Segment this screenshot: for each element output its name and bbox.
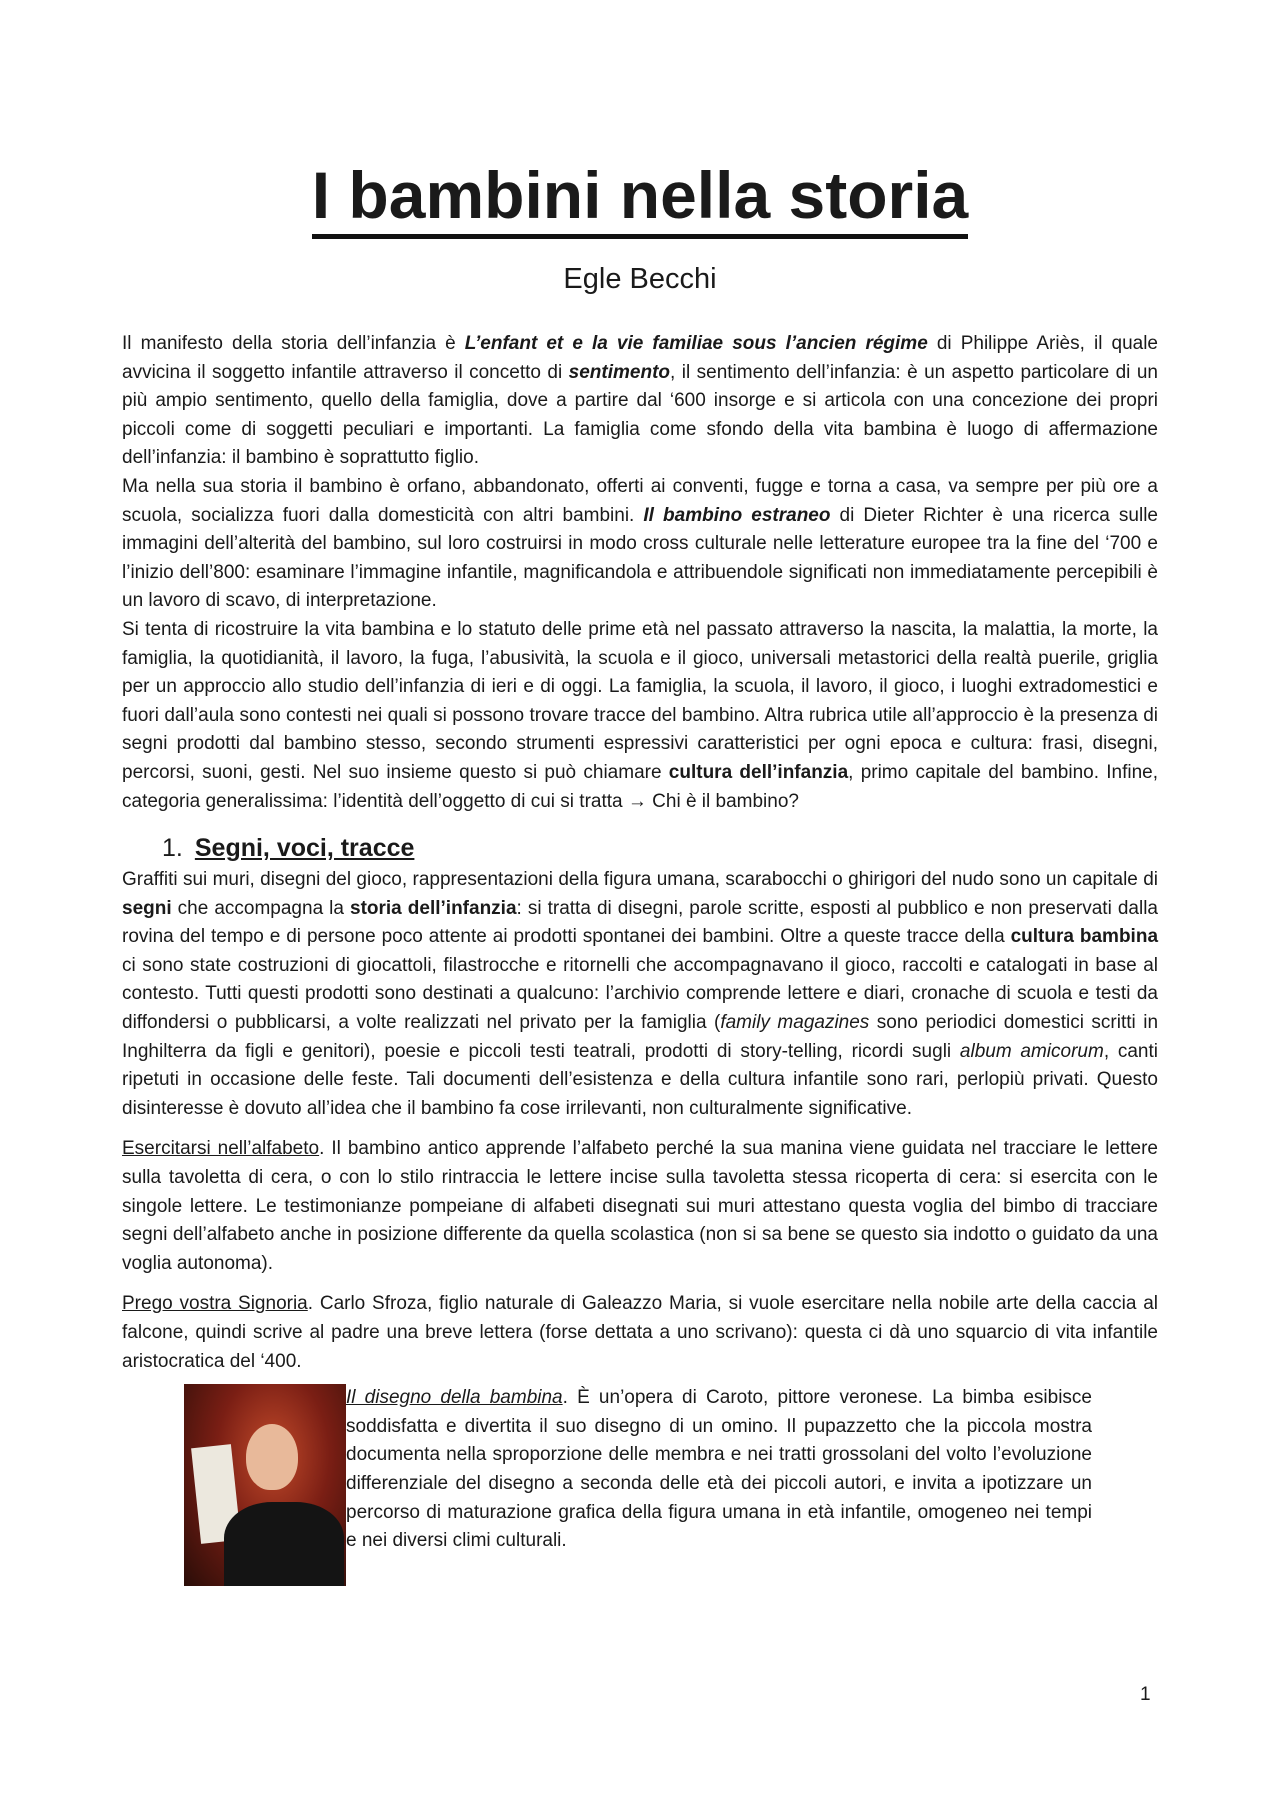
arrow-right-icon: →: [627, 790, 647, 812]
book-title-richter: Il bambino estraneo: [643, 504, 831, 526]
section1-paragraph-2: Esercitarsi nell’alfabeto. Il bambino antico apprende l’alfabeto perché la sua manina viene guidata nel tracciare le lettere sulla tavoletta di cera, o con lo stilo rintraccia le lettere incise sulla tavoletta stessa ricoperta di cera: si esercita con le singole lettere. Le testimonianze pompeiane di alfabeti disegnati sui muri attestano questa voglia del bimbo di tracciare segni dell’alfabeto anche in posizione differente da quella scolastica (non si sa bene se questo sia indotto o guidato da una voglia autonoma).: [122, 1138, 1159, 1274]
section-heading-1: 1. Segni, voci, tracce: [162, 834, 415, 863]
figure-row: [122, 1384, 1158, 1586]
term-cultura-infanzia: cultura dell’infanzia: [668, 761, 849, 783]
page-title: I bambini nella storia: [0, 158, 1280, 234]
subheading-alfabeto: Esercitarsi nell’alfabeto: [122, 1138, 320, 1160]
figure-caption-paragraph: Il disegno della bambina. È un’opera di Caroto, pittore veronese. La bimba esibisce soddisfatta e divertita il suo disegno di un omino. Il pupazzetto che la piccola mostra documenta nella sproporzione delle membra e nei tratti grossolani del volto l’evoluzione differenziale del disegno a seconda delle età dei piccoli autori, e invita a ipotizzare un percorso di maturazione grafica della figura umana in età infantile, omogeneo nei tempi e nei diversi climi culturali.: [346, 1387, 1093, 1552]
section1-paragraph-1: Graffiti sui muri, disegni del gioco, rappresentazioni della figura umana, scarabocchi o ghirigori del nudo sono un capitale di segni che accompagna la storia dell’infanzia: si tratta di disegni, parole scritte, esposti al pubblico e non preservati dalla rovina del tempo e di persone poco attente ai prodotti spontanei dei bambini. Oltre a queste tracce della cultura bambina ci sono state costruzioni di giocattoli, filastrocche e ritornelli che accompagnavano il gioco, raccolti e catalogati in base al contesto. Tutti questi prodotti sono destinati a qualcuno: l’archivio comprende lettere e diari, cronache di scuola e testi da diffondersi o pubblicarsi, a volte realizzati nel privato per la famiglia (family magazines sono periodici domestici scritti in Inghilterra da figli e genitori), poesie e piccoli testi teatrali, prodotti di story-telling, ricordi sugli album amicorum, canti ripetuti in occasione delle feste. Tali documenti dell’esistenza e della cultura infantile sono rari, perlopiù privati. Questo disinteresse è dovuto all’idea che il bambino fa cose irrilevanti, non culturalmente significative.: [122, 869, 1159, 1119]
term-sentimento: sentimento: [568, 361, 671, 383]
intro-paragraph-3: Si tenta di ricostruire la vita bambina e lo statuto delle prime età nel passato attraverso la nascita, la malattia, la morte, la famiglia, la quotidianità, il lavoro, la fuga, l’abusività, la scuola e il gioco, universali metastorici della realtà puerile, griglia per un approccio allo studio dell’infanzia di ieri e di oggi. La famiglia, la scuola, il lavoro, il gioco, i luoghi extradomestici e fuori dall’aula sono contesti nei quali si possono trovare tracce del bambino. Altra rubrica utile all’approccio è la presenza di segni prodotti dal bambino stesso, secondo strumenti espressivi caratteristici per ogni epoca e cultura: frasi, disegni, percorsi, suoni, gesti. Nel suo insieme questo si può chiamare cultura dell’infanzia, primo capitale del bambino. Infine, categoria generalissima: l’identità dell’oggetto di cui si tratta → Chi è il bambino?: [122, 618, 1159, 812]
book-title-aries: L’enfant et e la vie familiae sous l’ancien régime: [464, 333, 928, 354]
page-number: 1: [1140, 1684, 1151, 1705]
section1-paragraph-3: Prego vostra Signoria. Carlo Sfroza, figlio naturale di Galeazzo Maria, si vuole esercitare nella nobile arte della caccia al falcone, quindi scrive al padre una breve lettera (forse dettata a uno scrivano): questa ci dà uno squarcio di vita infantile aristocratica del ‘400.: [122, 1293, 1158, 1372]
document-body: [122, 330, 1158, 1586]
subheading-signoria: Prego vostra Signoria: [122, 1293, 308, 1315]
intro-paragraph-1: Il manifesto della storia dell’infanzia è L’enfant et e la vie familiae sous l’ancien régime di Philippe Ariès, il quale avvicina il soggetto infantile attraverso il concetto di sentimento, il sentimento dell’infanzia: è un aspetto particolare di un più ampio sentimento, quello della famiglia, dove a partire dal ‘600 insorge e si articola con una concezione dei propri piccoli come di soggetti peculiari e importanti. La famiglia come sfondo della vita bambina è luogo di affermazione dell’infanzia: il bambino è soprattutto figlio.: [122, 333, 1158, 469]
painting-image: [184, 1384, 346, 1586]
intro-paragraph-2: Ma nella sua storia il bambino è orfano, abbandonato, offerti ai conventi, fugge e torna a casa, va sempre per più ore a scuola, socializza fuori dalla domesticità con altri bambini. Il bambino estraneo di Dieter Richter è una ricerca sulle immagini dell’alterità del bambino, sul loro costruirsi in modo cross culturale nelle letterature europee tra la fine del ‘700 e l’inizio dell’800: esaminare l’immagine infantile, magnificandola e attribuendole significati non immediatamente percepibili è un lavoro di scavo, di interpretazione.: [122, 475, 1158, 612]
subheading-disegno: Il disegno della bambina: [346, 1387, 563, 1409]
author-name: Egle Becchi: [563, 263, 717, 295]
